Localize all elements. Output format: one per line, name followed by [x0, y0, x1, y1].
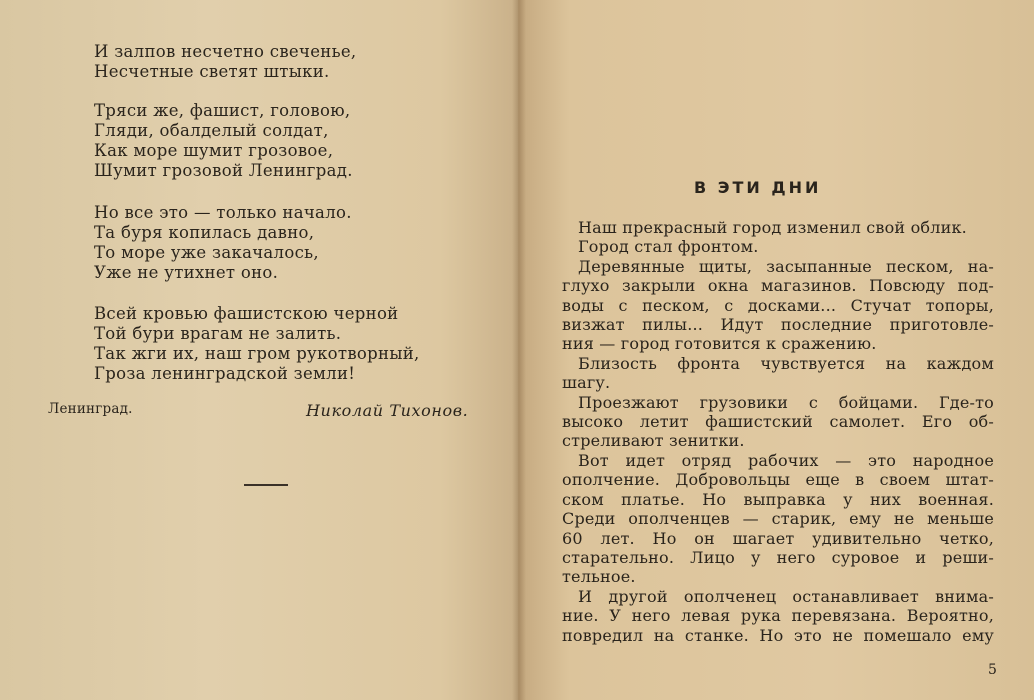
- poem-line: Уже не утихнет оно.: [94, 263, 279, 282]
- text-line: Наш прекрасный город изменил свой облик.: [578, 218, 967, 237]
- paragraph: [562, 587, 994, 645]
- poem-line: То море уже закачалось,: [94, 243, 319, 262]
- text-line: Проезжают грузовики с бойцами. Где-то: [578, 392, 994, 412]
- text-line: тельное.: [562, 567, 636, 587]
- poem-line: И залпов несчетно свеченье,: [94, 42, 357, 61]
- poem-line: Тряси же, фашист, головою,: [94, 101, 351, 120]
- poem-line: Так жги их, наш гром рукотворный,: [94, 344, 420, 363]
- poem-stanza-4: [94, 304, 420, 384]
- paragraph: [562, 393, 994, 451]
- text-line: высоко летит фашистский самолет. Его об-: [562, 412, 994, 432]
- text-line: глухо закрыли окна магазинов. Повсюду под-: [562, 276, 994, 296]
- text-line: ополчение. Добровольцы еще в своем штат-: [562, 470, 994, 490]
- text-line: воды с песком, с досками... Стучат топоры,: [562, 295, 994, 315]
- poem-place: Ленинград.: [48, 401, 133, 417]
- page-number: 5: [988, 662, 997, 678]
- poem-line: Всей кровью фашистскою черной: [94, 304, 399, 323]
- text-line: шагу.: [562, 373, 611, 393]
- paragraph: [562, 218, 994, 237]
- text-line: Среди ополченцев — старик, ему не меньше: [562, 509, 994, 529]
- text-line: ния — город готовится к сражению.: [562, 334, 877, 354]
- text-line: ние. У него левая рука перевязана. Вероятно,: [562, 606, 994, 626]
- right-page: [518, 0, 1034, 700]
- text-line: Город стал фронтом.: [578, 237, 759, 257]
- text-line: стреливают зенитки.: [562, 431, 745, 451]
- poem-line: Гляди, обалделый солдат,: [94, 121, 329, 140]
- text-line: Деревянные щиты, засыпанные песком, на-: [578, 256, 994, 276]
- poem-stanza-2: [94, 101, 353, 181]
- poem-line: Шумит грозовой Ленинград.: [94, 161, 353, 180]
- poem-line: Той бури врагам не залить.: [94, 324, 342, 343]
- section-title: В ЭТИ ДНИ: [694, 178, 822, 197]
- poem-line: Гроза ленинградской земли!: [94, 364, 356, 383]
- poem-line: Несчетные светят штыки.: [94, 62, 330, 81]
- poem-line: Та буря копилась давно,: [94, 223, 315, 242]
- text-line: Близость фронта чувствуется на каждом: [578, 353, 994, 373]
- text-line: И другой ополченец останавливает внима-: [578, 586, 994, 606]
- article-text: [562, 218, 994, 645]
- poem-stanza-1: [94, 42, 356, 82]
- section-divider: [244, 484, 288, 486]
- poem-line: Но все это — только начало.: [94, 203, 352, 222]
- text-line: ском платье. Но выправка у них военная.: [562, 489, 994, 509]
- book-gutter: [512, 0, 526, 700]
- poem-line: Как море шумит грозовое,: [94, 141, 334, 160]
- paragraph: [562, 354, 994, 393]
- text-line: 60 лет. Но он шагает удивительно четко,: [562, 528, 994, 548]
- paragraph: [562, 237, 994, 256]
- text-line: повредил на станке. Но это не помешало ему: [562, 625, 994, 645]
- text-line: старательно. Лицо у него суровое и реши-: [562, 547, 994, 567]
- poem-author: Николай Тихонов.: [306, 401, 469, 420]
- poem-stanza-3: [94, 203, 352, 283]
- paragraph: [562, 451, 994, 587]
- text-line: Вот идет отряд рабочих — это народное: [578, 450, 994, 470]
- paragraph: [562, 257, 994, 354]
- text-line: визжат пилы... Идут последние приготовле-: [562, 315, 994, 335]
